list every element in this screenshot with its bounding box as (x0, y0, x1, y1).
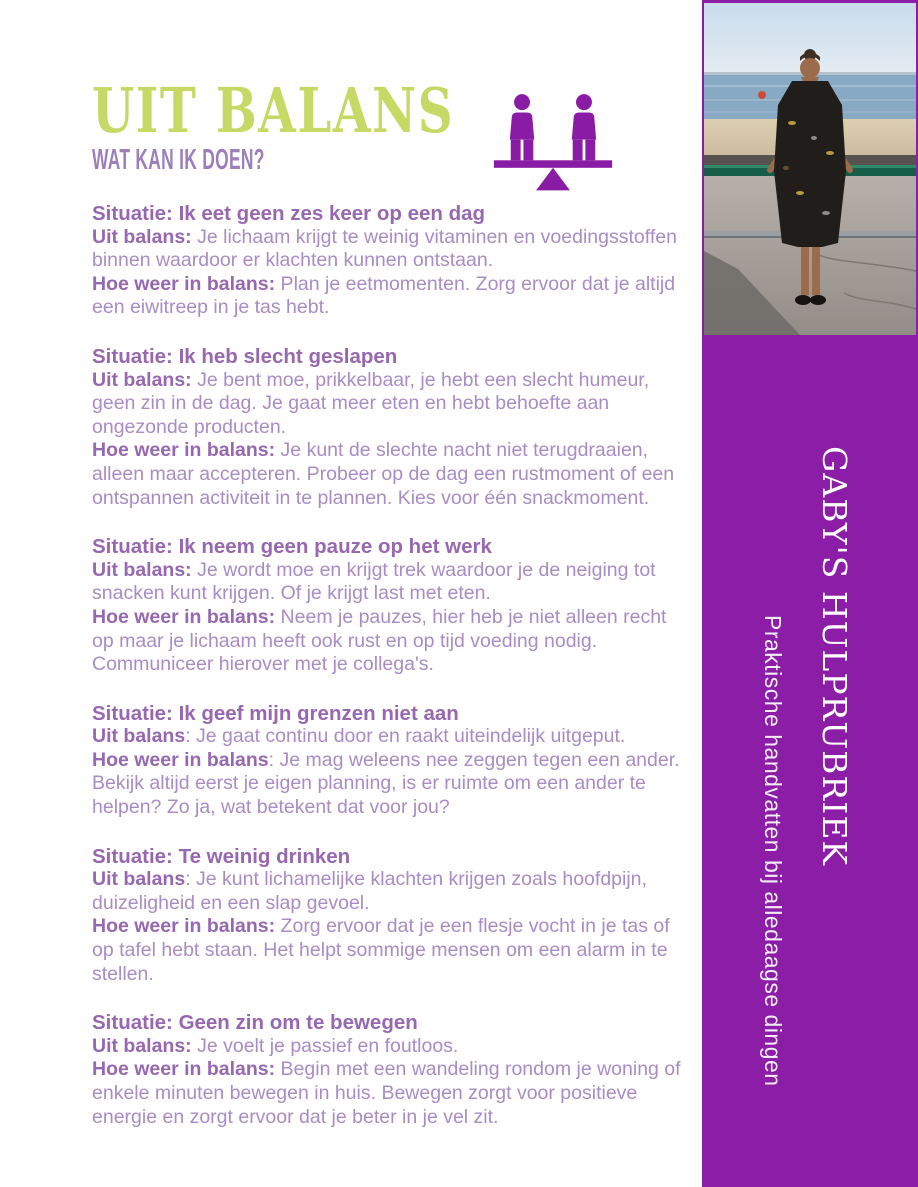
sidebar-vertical-subtitle: Praktische handvatten bij alledaagse dingen (760, 615, 786, 1087)
hoe-weer-paragraph (92, 273, 692, 320)
hoe-weer-label: Hoe weer in balans: (92, 439, 276, 462)
uit-balans-paragraph (92, 226, 692, 273)
page-subtitle: WAT KAN IK DOEN? (92, 144, 265, 176)
situation-section (92, 702, 692, 820)
photo-woman-beach (704, 3, 916, 335)
hoe-weer-text: Plan je eetmomenten. Zorg ervoor dat je altijd een eiwitreep in je tas hebt. (92, 272, 676, 319)
uit-balans-paragraph (92, 1035, 692, 1059)
uit-balans-text: Je lichaam krijgt te weinig vitaminen en voedingsstoffen binnen waardoor er klachten kunnen ontstaan. (92, 225, 677, 272)
hoe-weer-label: Hoe weer in balans: (92, 272, 276, 295)
hoe-weer-text: Neem je pauzes, hier heb je niet alleen recht op maar je lichaam heeft ook rust en op tijd voeding nodig. Communiceer hierover met je collega's. (92, 605, 667, 676)
uit-balans-paragraph (92, 559, 692, 606)
uit-balans-label: Uit balans: (92, 368, 192, 391)
uit-balans-paragraph (92, 725, 692, 749)
uit-balans-label: Uit balans (92, 725, 186, 748)
hoe-weer-label: Hoe weer in balans: (92, 915, 276, 938)
section-heading: Situatie: Ik heb slecht geslapen (92, 344, 398, 368)
hoe-weer-paragraph (92, 439, 692, 510)
section-heading: Situatie: Ik eet geen zes keer op een dag (92, 202, 486, 225)
sidebar-panel (702, 0, 918, 1187)
hoe-weer-paragraph (92, 749, 692, 820)
uit-balans-label: Uit balans (92, 868, 186, 891)
sidebar-vertical-title: GABY'S HULPRUBRIEK (815, 446, 854, 867)
hoe-weer-paragraph (92, 606, 692, 677)
section-heading: Situatie: Geen zin om te bewegen (92, 1011, 418, 1035)
uit-balans-text: Je wordt moe en krijgt trek waardoor je de neiging tot snacken kunt krijgen. Of je krijgt last met eten. (92, 558, 656, 605)
hoe-weer-paragraph (92, 915, 692, 986)
situation-section (92, 202, 692, 320)
uit-balans-label: Uit balans: (92, 1034, 192, 1057)
hoe-weer-label: Hoe weer in balans (92, 748, 269, 771)
hoe-weer-label: Hoe weer in balans: (92, 605, 276, 628)
uit-balans-text: Je voelt je passief en foutloos. (191, 1034, 459, 1057)
uit-balans-text: : Je kunt lichamelijke klachten krijgen zoals hoofdpijn, duizeligheid en een slap gevoel. (92, 868, 647, 914)
uit-balans-label: Uit balans: (92, 225, 192, 248)
uit-balans-text: : Je gaat continu door en raakt uiteindelijk uitgeput. (185, 725, 626, 748)
page-title: UIT BALANS (92, 74, 455, 147)
uit-balans-paragraph (92, 868, 692, 915)
hoe-weer-label: Hoe weer in balans: (92, 1058, 276, 1081)
section-heading: Situatie: Ik neem geen pauze op het werk (92, 535, 492, 559)
uit-balans-text: Je bent moe, prikkelbaar, je hebt een slecht humeur, geen zin in de dag. Je gaat meer eten en hebt behoefte aan ongezonde producten. (92, 368, 650, 438)
uit-balans-label: Uit balans: (92, 558, 192, 581)
situation-section (92, 1011, 692, 1129)
situation-sections (92, 202, 692, 1129)
situation-section (92, 845, 692, 987)
hoe-weer-text: Begin met een wandeling rondom je woning of enkele minuten bewegen in huis. Bewegen zorgt voor positieve energie en zorgt ervoor dat je beter in je vel zit. (92, 1058, 681, 1128)
section-heading: Situatie: Te weinig drinken (92, 844, 351, 868)
hoe-weer-text: : Je mag weleens nee zeggen tegen een ander. Bekijk altijd eerst je eigen planning, is er ruimte om een ander te helpen? Zo ja, wat betekent dat voor jou? (92, 748, 680, 819)
situation-section (92, 345, 692, 510)
hoe-weer-text: Je kunt de slechte nacht niet terugdraaien, alleen maar accepteren. Probeer op de dag een rustmoment of een ontspannen activiteit in te plannen. Kies voor één snackmoment. (92, 439, 675, 509)
situation-section (92, 535, 692, 677)
section-heading: Situatie: Ik geef mijn grenzen niet aan (92, 701, 459, 725)
hoe-weer-paragraph (92, 1058, 692, 1129)
balance-seesaw-icon (492, 92, 614, 192)
hoe-weer-text: Zorg ervoor dat je een flesje vocht in je tas of op tafel hebt staan. Het helpt sommige mensen om een alarm in te stellen. (92, 915, 670, 985)
uit-balans-paragraph (92, 369, 692, 440)
main-content (92, 74, 692, 1154)
